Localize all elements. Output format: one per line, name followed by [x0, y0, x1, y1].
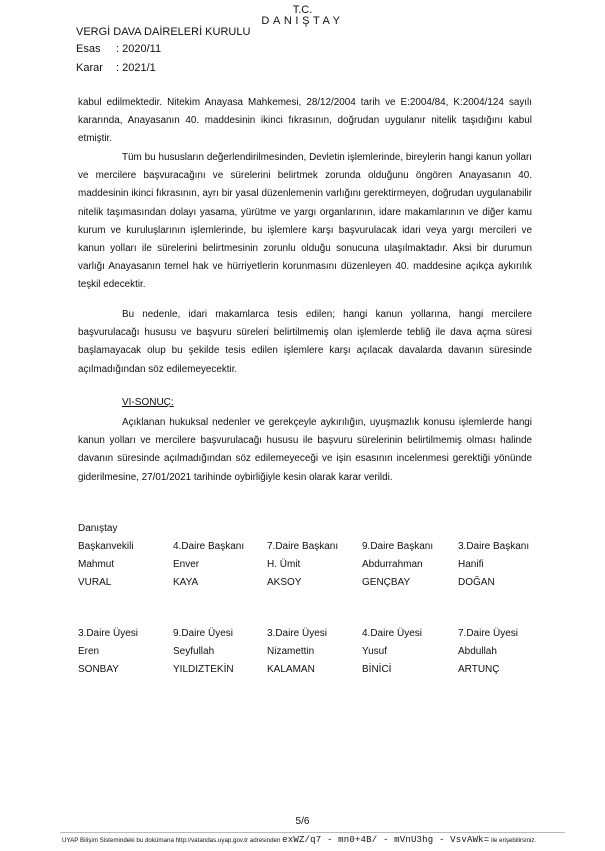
- footer-note-suffix: ile erişebilirsiniz.: [491, 837, 537, 844]
- signature-title: 3.Daire Üyesi: [267, 628, 328, 639]
- signature-first-name: Nizamettin: [267, 646, 315, 657]
- signature-row-1: [78, 538, 558, 592]
- body-paragraph-2: Tüm bu hususların değerlendirilmesinden, Devletin işlemlerinde, bireylerin hangi kanun yolları ve mercilere başvuracağını ve sürelerini belirtmek zorunda olduğunu öngören Anayasanın 40. maddesinin ikinci fıkrasının, ayrı bir yasal düzenlemenin varlığını gerektirmeyen, doğrudan uygulanabilir nitelik taşımasından dolayı yasama, yürütme ve yargı organlarının, idare makamlarının ve diğer kamu kurum ve kuruluşlarının işlemlerinde, bu işlemlere karşı başvurulacak idari veya yargı mercileri ve kanun yolları ile sürelerini belirtmesinin zorunlu olduğu sonucuna ulaşılmaktadır. Aksi bir durumun varlığı Anayasanın temel hak ve hürriyetlerin korunmasını düzenleyen 40. maddesine açıkça aykırılık teşkil edecektir.: [78, 152, 532, 291]
- signature-last-name: AKSOY: [267, 577, 302, 588]
- decision-number-label: Karar: [76, 62, 103, 74]
- signature-first-name: Enver: [173, 559, 200, 570]
- case-number-label: Esas: [76, 43, 101, 55]
- signature-first-name: Yusuf: [362, 646, 388, 657]
- signature-title: 4.Daire Başkanı: [173, 541, 245, 552]
- signature-title: 7.Daire Başkanı: [267, 541, 339, 552]
- verification-code: exWZ/q7 - mn0+4B/ - mVnU3hg - VsvAWk=: [282, 835, 490, 845]
- signature-last-name: YILDIZTEKİN: [173, 664, 234, 675]
- signature-title: 4.Daire Üyesi: [362, 628, 423, 639]
- decision-number-value: : 2021/1: [116, 62, 156, 74]
- signature-title: Başkanvekili: [78, 541, 134, 552]
- footer-divider: [60, 832, 565, 833]
- decision-number: [76, 62, 156, 75]
- signature-title: 9.Daire Üyesi: [173, 628, 234, 639]
- header-court-name: DANIŞTAY: [261, 15, 344, 27]
- signature-last-name: SONBAY: [78, 664, 119, 675]
- body-paragraph-3: Bu nedenle, idari makamlarca tesis edilen; hangi kanun yollarına, hangi mercilere başvurulacağı hususu ve başvuru süreleri belirtilmemiş olan işlemlerde tebliğ ile dava açma süresi başlamayacak olup bu şekilde tesis edilen işlemlere karşı açılacak davalarda davanın süresinde açılmadığından söz edilemeyecektir.: [78, 309, 532, 375]
- signature-last-name: KALAMAN: [267, 664, 315, 675]
- signature-row-2: [78, 625, 558, 679]
- signature-last-name: DOĞAN: [458, 577, 495, 588]
- signature-first-name: Seyfullah: [173, 646, 215, 657]
- header-tc: T.C.: [292, 4, 313, 16]
- signature-first-name: Eren: [78, 646, 100, 657]
- body-paragraph-4: Açıklanan hukuksal nedenler ve gerekçeyle aykırılığın, uyuşmazlık konusu işlemlerde hangi kanun yolları ve mercilere başvurulacağı hususu ile başvuru sürelerinin belirtilmemiş olması halinde davanın süresinde açılmadığından söz edilemeyeceği ve işin esasının incelenmesi gerektiği yönünde giderilmesine, 27/01/2021 tarihinde oybirliğiyle kesin olarak karar verildi.: [78, 417, 532, 483]
- signature-title: 7.Daire Üyesi: [458, 628, 519, 639]
- case-number: [76, 43, 161, 56]
- header-board-name: VERGİ DAVA DAİRELERİ KURULU: [76, 26, 251, 38]
- signature-last-name: GENÇBAY: [362, 577, 411, 588]
- page-number: 5/6: [295, 816, 310, 827]
- signature-first-name: H. Ümit: [267, 559, 301, 570]
- case-number-value: : 2020/11: [116, 43, 162, 55]
- signature-title: 3.Daire Başkanı: [458, 541, 530, 552]
- signature-first-name: Mahmut: [78, 559, 115, 570]
- signature-last-name: KAYA: [173, 577, 199, 588]
- signature-title: 9.Daire Başkanı: [362, 541, 434, 552]
- signature-first-name: Abdullah: [458, 646, 497, 657]
- signature-last-name: BİNİCİ: [362, 664, 392, 675]
- signature-first-name: Abdurrahman: [362, 559, 423, 570]
- section-heading-sonuc: VI-SONUÇ:: [122, 397, 174, 408]
- signature-title: 3.Daire Üyesi: [78, 628, 139, 639]
- signature-first-name: Hanifi: [458, 559, 484, 570]
- body-paragraph-1: kabul edilmektedir. Nitekim Anayasa Mahkemesi, 28/12/2004 tarih ve E:2004/84, K:2004/124 sayılı kararında, Anayasanın 40. maddesinin ikinci fıkrasının, doğrudan uygulanır nitelik taşıdığını kabul etmiştir.: [78, 97, 532, 145]
- signature-prefix: Danıştay: [78, 523, 118, 534]
- signature-last-name: VURAL: [78, 577, 112, 588]
- footer-verification-note: [62, 836, 536, 845]
- footer-note-prefix: UYAP Bilişim Sistemindeki bu dokümana http://vatandas.uyap.gov.tr adresinden: [62, 837, 281, 844]
- signature-last-name: ARTUNÇ: [458, 664, 500, 675]
